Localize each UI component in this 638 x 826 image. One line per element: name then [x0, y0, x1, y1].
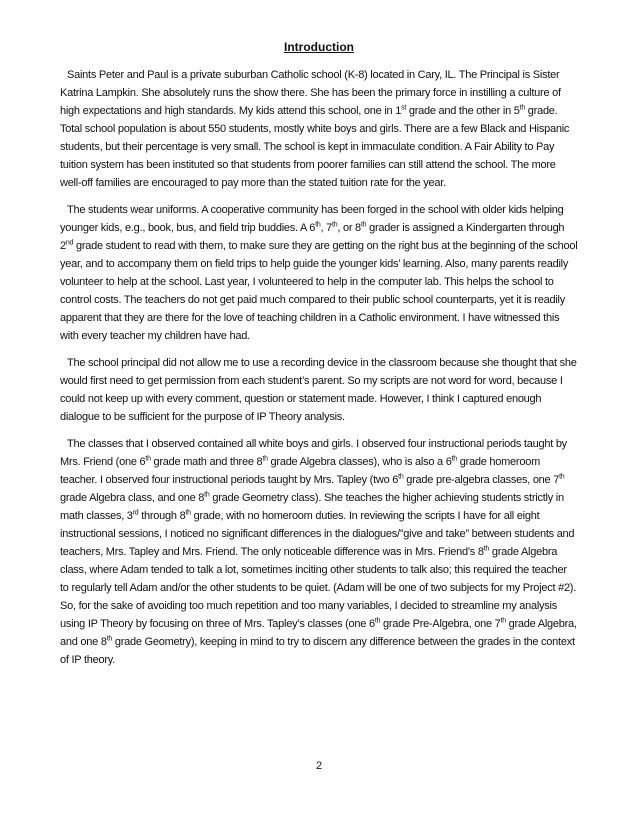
paragraph: [60, 66, 578, 192]
ordinal-suffix: th: [500, 617, 506, 625]
ordinal-suffix: rd: [132, 509, 139, 517]
text-run: grade Geometry class). She teaches the higher achieving students strictly in math classes, 3: [60, 492, 564, 522]
text-run: grade Algebra classes), who is also a 6: [267, 456, 452, 468]
text-run: grade pre-algebra classes, one 7: [403, 474, 560, 486]
text-run: , 7: [320, 222, 333, 234]
paragraph: [60, 354, 578, 426]
text-run: grade Geometry), keeping in mind to try to discern any difference between the grades in the context of IP theory.: [60, 636, 575, 666]
ordinal-suffix: th: [106, 635, 113, 643]
ordinal-suffix: th: [332, 221, 338, 229]
text-run: grade, with no homeroom duties. In reviewing the scripts I have for all eight instructional sessions, I noticed no significant differences in the dialogues/”give and take” between students and teachers, Mrs. Tapley and Mrs. Friend. The only noticeable difference was in Mrs. Friend’s 8: [60, 510, 575, 558]
text-run: grade Algebra class, and one 8: [60, 492, 205, 504]
ordinal-suffix: nd: [65, 239, 74, 247]
text-run: grade Algebra, and one 8: [60, 618, 577, 648]
text-run: grade Pre-Algebra, one 7: [380, 618, 501, 630]
ordinal-suffix: th: [519, 104, 525, 112]
text-run: The classes that I observed contained all white boys and girls. I observed four instructional periods taught by Mrs. Friend (one 6: [60, 438, 567, 468]
text-run: grade math and three 8: [150, 456, 263, 468]
text-run: Saints Peter and Paul is a private suburban Catholic school (K-8) located in Cary, IL. The Principal is Sister Katrina Lampkin. She absolutely runs the show there. She has been the primary force in instilling a culture of high expectations and high standards. My kids attend this school, one in 1: [60, 69, 561, 117]
ordinal-suffix: th: [483, 545, 490, 553]
paragraph: [60, 435, 578, 669]
document-body: [60, 66, 578, 678]
text-run: grade and the other in 5: [406, 105, 520, 117]
text-run: grade homeroom teacher. I observed four instructional periods taught by Mrs. Tapley (two 6: [60, 456, 540, 486]
text-run: grade Algebra class, where Adam tended to talk a lot, sometimes inciting other students to talk also; this required the teacher to regularly tell Adam and/or the other students to be quiet. (Adam will be one of two subjects for my Project #2). So, for the sake of avoiding too much repetition and too many variables, I decided to streamline my analysis using IP Theory by focusing on three of Mrs. Tapley’s classes (one 6: [60, 546, 577, 630]
ordinal-suffix: th: [360, 221, 367, 229]
text-run: grade. Total school population is about 550 students, mostly white boys and girls. There are a few Black and Hispanic students, but their percentage is very small. The school is kept in immaculate condition. A Fair Ability to Pay tuition system has been instituted so that students from poorer families can still attend the school. The more well-off families are encouraged to pay more than the stated tuition rate for the year.: [60, 105, 570, 189]
page-title: Introduction: [284, 40, 354, 54]
ordinal-suffix: th: [559, 473, 565, 481]
ordinal-suffix: th: [204, 491, 210, 499]
ordinal-suffix: th: [185, 509, 191, 517]
text-run: grader is assigned a Kindergarten through 2: [60, 222, 565, 252]
ordinal-suffix: th: [374, 617, 381, 625]
page-number: 2: [315, 760, 323, 772]
text-run: grade student to read with them, to make sure they are getting on the right bus at the beginning of the school year, and to accompany them on field trips to help guide the younger kids’ learning. Also, many parents readily volunteer to help at the school. Last year, I volunteered to help in the computer lab. This helps the school to control costs. The teachers do not get paid much compared to their public school counterparts, yet it is readily apparent that they are there for the love of teaching children in a Catholic environment. I have witnessed this with every teacher my children have had.: [60, 240, 578, 342]
ordinal-suffix: st: [401, 104, 407, 112]
ordinal-suffix: th: [315, 221, 321, 229]
ordinal-suffix: th: [262, 455, 268, 463]
text-run: The students wear uniforms. A cooperative community has been forged in the school with older kids helping younger kids, e.g., book, bus, and field trip buddies. A 6: [60, 204, 564, 234]
text-run: , or 8: [337, 222, 361, 234]
ordinal-suffix: th: [145, 455, 151, 463]
ordinal-suffix: th: [398, 473, 404, 481]
text-run: through 8: [138, 510, 186, 522]
paragraph: [60, 201, 578, 345]
ordinal-suffix: th: [451, 455, 457, 463]
text-run: The school principal did not allow me to use a recording device in the classroom because she thought that she would first need to get permission from each student’s parent. So my scripts are not word for word, because I could not keep up with every comment, question or statement made. However, I think I captured enough dialogue to be sufficient for the purpose of IP Theory analysis.: [60, 357, 577, 423]
